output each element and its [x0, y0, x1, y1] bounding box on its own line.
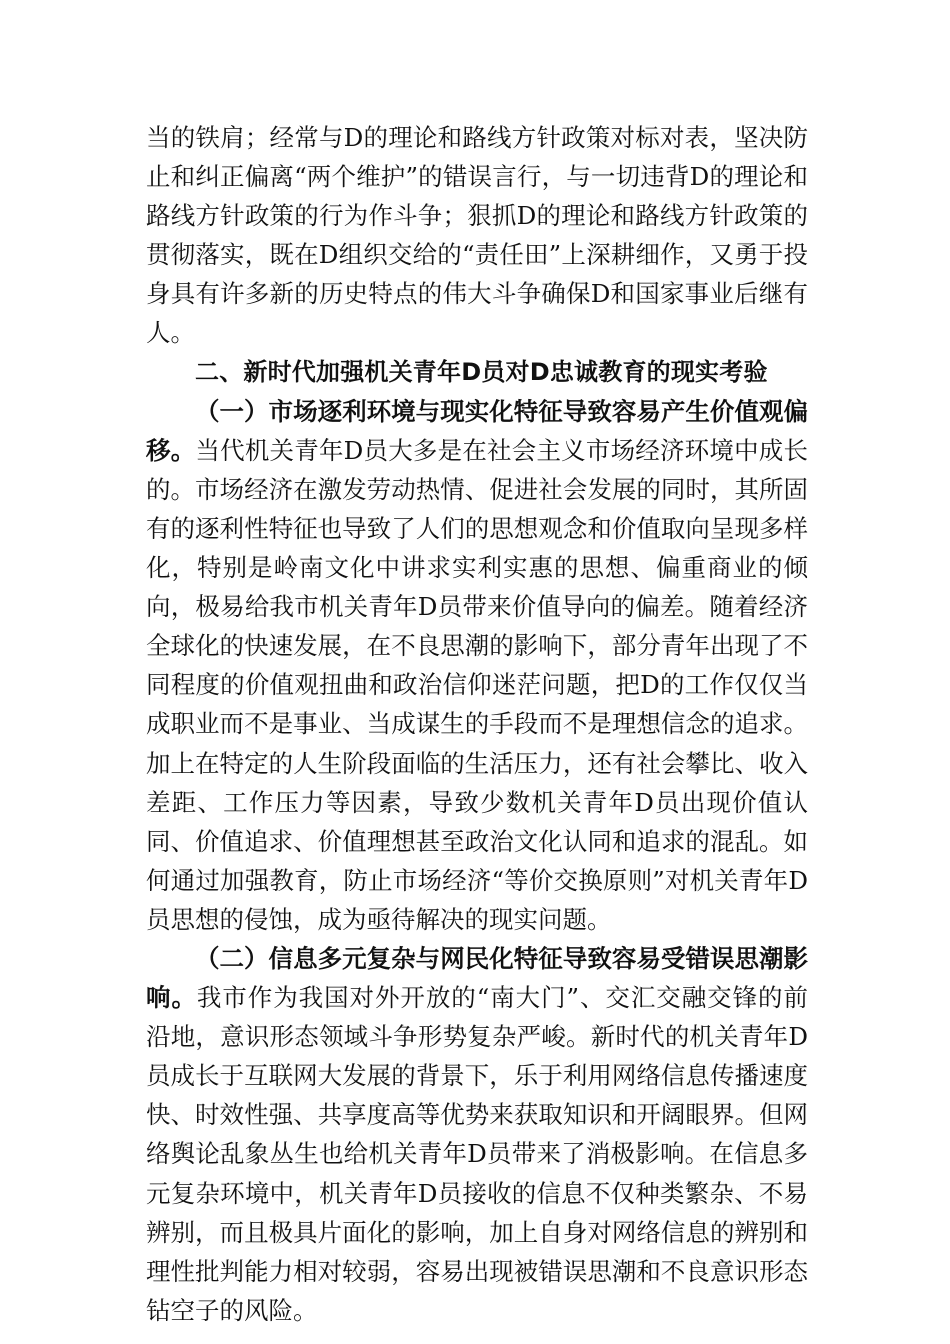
subsection-lead: （二）信息多元复杂与网民化特征导致容易受错误思潮影响。: [146, 943, 808, 1013]
section-heading: [146, 353, 808, 392]
paragraph-continuation: [146, 118, 808, 353]
paragraph-market-environment: [146, 392, 808, 939]
subsection-lead: （一）市场逐利环境与现实化特征导致容易产生价值观偏移。: [146, 396, 808, 465]
document-body: [146, 118, 808, 1330]
paragraph-information-environment: [146, 939, 808, 1330]
section-heading-text: 二、新时代加强机关青年D员对D忠诚教育的现实考验: [195, 357, 768, 386]
paragraph-text: 我市作为我国对外开放的“南大门”、交汇交融交锋的前沿地，意识形态领域斗争形势复杂严峻。新时代的机关青年D员成长于互联网大发展的背景下，乐于利用网络信息传播速度快、时效性强、共享度高等优势来获取知识和开阔眼界。但网络舆论乱象丛生也给机关青年D员带来了消极影响。在信息多元复杂环境中，机关青年D员接收的信息不仅种类繁杂、不易辨别，而且极具片面化的影响，加上自身对网络信息的辨别和理性批判能力相对较弱，容易出现被错误思潮和不良意识形态钻空子的风险。: [146, 983, 808, 1325]
paragraph-text: 当的铁肩；经常与D的理论和路线方针政策对标对表，坚决防止和纠正偏离“两个维护”的错误言行，与一切违背D的理论和路线方针政策的行为作斗争；狠抓D的理论和路线方针政策的贯彻落实，既在D组织交给的“责任田”上深耕细作，又勇于投身具有许多新的历史特点的伟大斗争确保D和国家事业后继有人。: [146, 123, 808, 348]
paragraph-text: 当代机关青年D员大多是在社会主义市场经济环境中成长的。市场经济在激发劳动热情、促进社会发展的同时，其所固有的逐利性特征也导致了人们的思想观念和价值取向呈现多样化，特别是岭南文化中讲求实利实惠的思想、偏重商业的倾向，极易给我市机关青年D员带来价值导向的偏差。随着经济全球化的快速发展，在不良思潮的影响下，部分青年出现了不同程度的价值观扭曲和政治信仰迷茫问题，把D的工作仅仅当成职业而不是事业、当成谋生的手段而不是理想信念的追求。加上在特定的人生阶段面临的生活压力，还有社会攀比、收入差距、工作压力等因素，导致少数机关青年D员出现价值认同、价值追求、价值理想甚至政治文化认同和追求的混乱。如何通过加强教育，防止市场经济“等价交换原则”对机关青年D员思想的侵蚀，成为亟待解决的现实问题。: [146, 435, 809, 934]
